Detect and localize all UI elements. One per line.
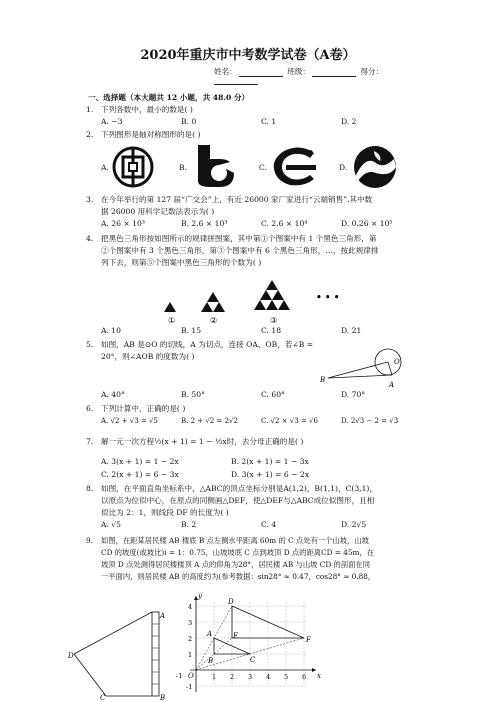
- question-9: [86, 535, 416, 583]
- question-5: [86, 339, 356, 363]
- pattern1-label: ①: [168, 316, 176, 325]
- info-underline: [214, 84, 258, 85]
- y-axis-label: y: [198, 592, 202, 600]
- question-text: 下列图形是轴对称图形的是( ): [101, 130, 201, 139]
- question-text: 下列各数中，最小的数是( ): [101, 105, 193, 114]
- pattern2-label: ②: [210, 316, 218, 325]
- option-b[interactable]: B. 0: [181, 117, 197, 126]
- question-7: [86, 436, 416, 448]
- option-a[interactable]: A. −3: [101, 117, 123, 126]
- option-a[interactable]: A. √5: [101, 520, 121, 529]
- option-d[interactable]: D. 3(x + 1) = 6 − 2x: [231, 470, 310, 479]
- coordinate-grid-figure: [176, 588, 326, 702]
- x-tick-5: 5: [284, 673, 289, 681]
- y-tick-neg1: -1: [186, 683, 193, 691]
- option-d[interactable]: D. 70°: [341, 390, 366, 399]
- question-1: [86, 104, 416, 128]
- q7-options: [101, 455, 361, 481]
- options: [86, 415, 416, 427]
- q2-option-a-label[interactable]: A.: [101, 163, 109, 172]
- option-b[interactable]: B. 2: [181, 520, 197, 529]
- x-tick-4: 4: [266, 673, 271, 681]
- question-number: 6.: [86, 404, 94, 413]
- option-d[interactable]: D. 0.26 × 10⁵: [341, 219, 393, 228]
- option-d[interactable]: D. 21: [341, 326, 362, 335]
- bank-logo-d: [352, 145, 398, 189]
- question-text-line2: 以原点为位似中心，在原点的同侧画△DEF，使△DEF与△ABC成位似图形，且相: [101, 496, 375, 505]
- q2-option-d-label[interactable]: D.: [339, 163, 348, 172]
- x-tick-2: 2: [230, 673, 235, 681]
- question-text-line2: 20°，则∠AOB 的度数为( ): [101, 352, 195, 361]
- option-a[interactable]: A. 40°: [101, 390, 125, 399]
- triangle-pattern-figure: [150, 270, 350, 326]
- x-tick-neg1: -1: [176, 672, 183, 680]
- point-d-label: D: [228, 598, 234, 606]
- point-a-label: A: [207, 630, 213, 638]
- question-text-line3: 似比为 2：1，则线段 DF 的长度为( ): [101, 508, 229, 517]
- student-info: [214, 66, 383, 77]
- label-b: B: [160, 694, 166, 702]
- label-a: A: [389, 381, 395, 389]
- option-b[interactable]: B. 2(x + 1) = 1 − 3x: [231, 457, 309, 466]
- question-text-line1: 把黑色三角形按如图所示的规律拼图案，其中第①个图案中有 1 个黑色三角形，第: [101, 234, 377, 243]
- y-tick-1: 1: [188, 651, 193, 659]
- continuation-dots: • • •: [316, 293, 340, 303]
- option-d[interactable]: D. 2√3 − 2 = √3: [341, 417, 399, 425]
- option-b[interactable]: B. 2.6 × 10³: [181, 219, 228, 228]
- question-text-line2: 据 26000 用科学记数法表示为( ): [101, 207, 215, 216]
- question-text: 解一元一次方程½(x + 1) = 1 − ⅓x时，去分母正确的是( ): [101, 437, 304, 446]
- x-tick-3: 3: [248, 673, 253, 681]
- label-c: C: [100, 694, 106, 702]
- question-number: 3.: [86, 195, 94, 204]
- bank-logo-a: [110, 146, 156, 188]
- option-d[interactable]: D. 2: [341, 117, 357, 126]
- question-3: [86, 194, 416, 230]
- option-a[interactable]: A. 3(x + 1) = 1 − 2x: [101, 457, 179, 466]
- score-label: 得分：: [360, 67, 384, 76]
- question-text-line4: 一平面内，则居民楼 AB 的高度约为(参考数据：sin28° ≈ 0.47，cos28° ≈ 0.88，: [101, 572, 376, 581]
- option-a[interactable]: A. 10: [101, 326, 121, 335]
- section-heading: 一、选择题（本大题共 12 小题，共 48.0 分）: [88, 93, 250, 102]
- option-c[interactable]: C. 18: [261, 326, 282, 335]
- question-text-line1: 在今年举行的第 127 届“广交会”上，有近 26000 家厂家进行“云端销售”.其中数: [101, 195, 373, 204]
- point-f-label: F: [306, 636, 311, 644]
- class-label: 班级：: [287, 67, 310, 76]
- q2-option-b-label[interactable]: B.: [179, 163, 187, 172]
- options: [86, 218, 416, 230]
- y-tick-3: 3: [188, 619, 193, 627]
- option-c[interactable]: C. 4: [261, 520, 277, 529]
- label-d: D: [68, 652, 74, 660]
- page-title: 2020年重庆市中考数学试卷（A卷）: [140, 48, 356, 63]
- label-a: A: [160, 612, 166, 620]
- question-8: [86, 483, 416, 531]
- option-c[interactable]: C. 2.6 × 10⁴: [261, 219, 308, 228]
- y-tick-4: 4: [188, 603, 193, 611]
- option-b[interactable]: B. 50°: [181, 390, 205, 399]
- class-blank[interactable]: [312, 68, 356, 77]
- question-number: 9.: [86, 536, 93, 545]
- pattern1-triangle: [164, 302, 176, 312]
- option-a[interactable]: A. √2 + √3 = √5: [101, 417, 158, 425]
- q4-options: [101, 326, 421, 335]
- origin-label: O: [188, 672, 194, 680]
- question-text: 下列计算中，正确的是( ): [101, 404, 186, 413]
- x-axis-label: x: [317, 672, 321, 680]
- question-text-line3: 列下去，则第⑤个图案中黑色三角形的个数为( ): [101, 258, 262, 267]
- x-tick-1: 1: [212, 673, 217, 681]
- options: [86, 519, 416, 531]
- option-c[interactable]: C. √2 × √3 = √6: [261, 417, 318, 425]
- question-number: 4.: [86, 234, 94, 243]
- question-number: 7.: [86, 437, 94, 446]
- options: [86, 116, 416, 128]
- question-number: 2.: [86, 130, 94, 139]
- option-c[interactable]: C. 2(x + 1) = 6 − 3x: [101, 470, 179, 479]
- option-b[interactable]: B. 2 + √2 = 2√2: [181, 417, 238, 425]
- option-c[interactable]: C. 1: [261, 117, 277, 126]
- label-o: O: [394, 358, 400, 366]
- question-text-line1: 如图，在距某居民楼 AB 楼底 B 点左侧水平距离 60m 的 C 点处有一个山坡，山坡: [101, 536, 369, 545]
- question-text-line3: 坡顶 D 点处测得居民楼楼顶 A 点的仰角为28°，居民楼 AB 与山坡 CD 的剖面在同: [101, 560, 370, 569]
- x-tick-6: 6: [302, 673, 307, 681]
- question-text-line1: 如图，AB 是⊙O 的切线，A 为切点，连接 OA、OB，若∠B =: [101, 340, 314, 349]
- question-text-line2: ②个图案中有 3 个黑色三角形，第③个图案中有 6 个黑色三角形，…，按此规律排: [101, 246, 379, 255]
- question-text-line2: CD 的坡度(或坡比)i = 1：0.75，山坡坡底 C 点到坡顶 D 点的距离CD = 45m，在: [101, 548, 375, 557]
- question-2: [86, 129, 416, 141]
- question-number: 5.: [86, 340, 94, 349]
- question-number: 8.: [86, 484, 94, 493]
- q5-options: [101, 390, 421, 399]
- slope-building-figure: [66, 608, 176, 702]
- point-c-label: C: [250, 656, 256, 664]
- label-b: B: [320, 376, 326, 384]
- option-c[interactable]: C. 60°: [261, 390, 285, 399]
- question-6: [86, 403, 416, 427]
- name-label: 姓名：: [214, 67, 237, 76]
- question-4: [86, 233, 416, 269]
- bank-logo-c: [270, 145, 320, 187]
- name-blank[interactable]: [239, 68, 283, 77]
- point-b-label: B: [208, 657, 214, 665]
- option-a[interactable]: A. 26 × 10³: [101, 219, 145, 228]
- question-number: 1.: [86, 105, 94, 114]
- option-b[interactable]: B. 15: [181, 326, 202, 335]
- question-text-line1: 如图，在平面直角坐标系中，△ABC的顶点坐标分别是A(1,2)，B(1,1)，C(3,1)，: [101, 484, 377, 493]
- point-e-label: E: [233, 632, 239, 640]
- pattern3-label: ③: [270, 316, 278, 325]
- tangent-circle-figure: [320, 342, 410, 396]
- bank-logo-b: [190, 143, 236, 189]
- option-d[interactable]: D. 2√5: [341, 520, 367, 529]
- q2-option-c-label[interactable]: C.: [259, 163, 267, 172]
- y-tick-2: 2: [188, 635, 193, 643]
